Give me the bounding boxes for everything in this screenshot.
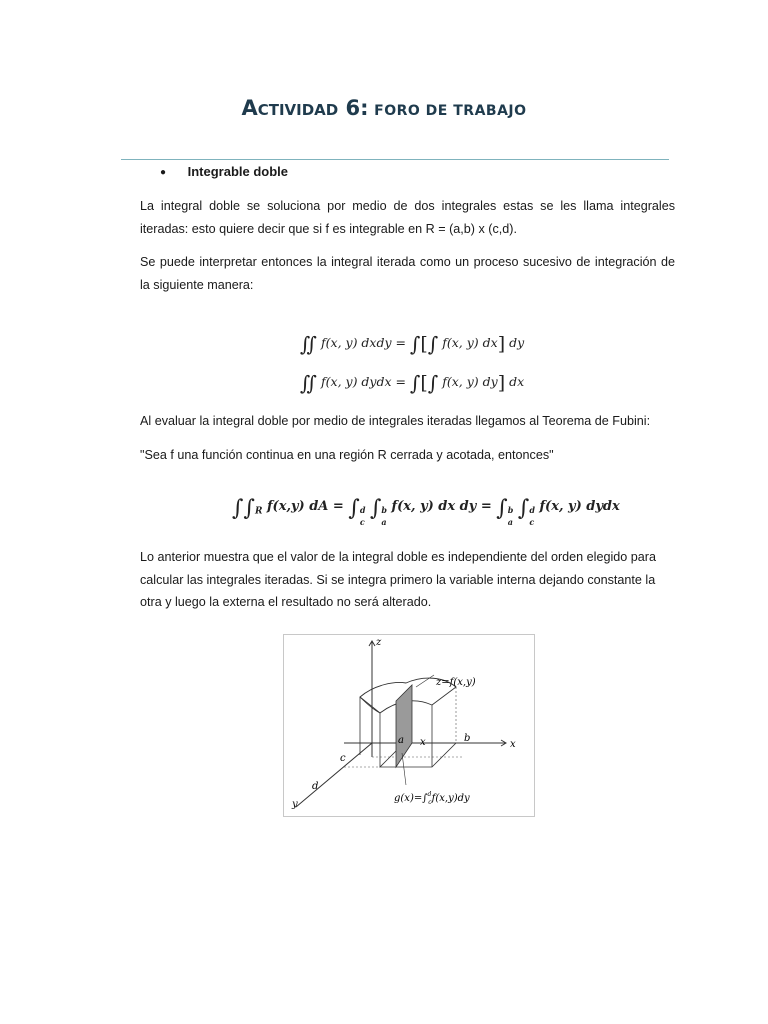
label-d: d — [312, 781, 319, 792]
label-c: c — [340, 753, 346, 764]
title-sub: FORO DE TRABAJO — [374, 103, 527, 119]
eq2-outer: dx — [509, 374, 525, 389]
leader-gx — [402, 753, 406, 785]
limit-lower-c: c — [529, 517, 535, 527]
label-b: b — [464, 733, 471, 744]
fubini-part-3: f(x, y) dydx — [539, 499, 620, 514]
bullet-label: Integrable doble — [187, 164, 289, 179]
label-a: a — [398, 735, 404, 746]
limit-lower-a: a — [381, 517, 387, 527]
title-divider — [121, 159, 669, 160]
bracket-close: ] — [497, 333, 506, 355]
limit-lower-a: a — [507, 517, 513, 527]
eq2-left: f(x, y) dydx = — [321, 374, 406, 389]
fubini-part-2: f(x, y) dx dy = — [391, 499, 492, 514]
label-z: z — [376, 637, 382, 648]
bullet-item — [160, 164, 288, 179]
integral-symbol: ∫ — [427, 332, 439, 356]
eq1-inner: f(x, y) dx — [442, 335, 498, 350]
cross-section-slice — [396, 685, 412, 767]
integral-symbol: ∫ — [517, 496, 530, 521]
integral-symbol: ∫ — [496, 496, 508, 521]
gx-rest: f(x,y)dy — [431, 793, 470, 804]
integral-symbol: ∫ — [409, 371, 421, 395]
paragraph-1: La integral doble se soluciona por medio de dos integrales estas se les llama integrales iteradas: esto quiere decir que si f es integrable en R = (a,b) x (c,d). — [140, 199, 675, 236]
label-xmark: x — [420, 737, 426, 748]
limit-lower-c: c — [359, 517, 365, 527]
eq2-inner: f(x, y) dy — [442, 374, 498, 389]
limit-upper-d: d — [529, 505, 535, 515]
y-axis — [296, 743, 372, 807]
limit-upper-d: d — [359, 505, 366, 515]
paragraph-5: Lo anterior muestra que el valor de la integral doble es independiente del orden elegido para calcular las integrales iteradas. Si se integra primero la variable interna dejando constante la otra y luego la externa el resultado no será alterado. — [140, 550, 656, 609]
label-x: x — [510, 739, 516, 750]
gx-prefix: g(x)=∫ — [394, 793, 428, 804]
leader-surface — [416, 675, 434, 687]
bracket-open: [ — [420, 372, 428, 394]
gx-lim-c: c — [428, 799, 432, 806]
base-region — [380, 743, 456, 767]
limit-upper-b: b — [507, 505, 514, 515]
label-gx — [394, 791, 470, 806]
double-integral-symbol: ∬ — [300, 332, 318, 356]
paragraph-4: "Sea f una función continua en una región R cerrada y acotada, entonces" — [140, 448, 554, 462]
bracket-open: [ — [420, 333, 428, 355]
paragraph-3: Al evaluar la integral doble por medio de integrales iteradas llegamos al Teorema de Fubini: — [140, 414, 651, 428]
iterated-equation-2 — [300, 371, 524, 395]
page-title — [0, 96, 768, 120]
region-subscript: R — [254, 506, 263, 517]
bullet-dot-icon: ● — [160, 167, 167, 178]
bracket-close: ] — [497, 372, 506, 394]
volume-diagram — [284, 635, 534, 816]
paragraph-2: Se puede interpretar entonces la integral iterada como un proceso sucesivo de integración de la siguiente manera: — [140, 255, 675, 292]
integral-symbol: ∫ — [369, 496, 382, 521]
double-integral-symbol: ∫∫ — [232, 496, 255, 521]
eq1-outer: dy — [509, 335, 525, 350]
double-integral-symbol: ∬ — [300, 371, 318, 395]
limit-upper-b: b — [381, 505, 387, 515]
fubini-part-1: f(x,y) dA = — [266, 499, 344, 514]
double-integral-figure — [283, 634, 535, 817]
integral-symbol: ∫ — [427, 371, 439, 395]
fubini-equation — [232, 496, 620, 528]
label-surface: z=f(x,y) — [436, 677, 476, 688]
iterated-equation-1 — [300, 332, 524, 356]
eq1-left: f(x, y) dxdy = — [321, 335, 406, 350]
integral-symbol: ∫ — [348, 496, 360, 521]
label-y: y — [292, 799, 298, 810]
gx-lim-d: d — [427, 791, 432, 798]
title-main: Actividad 6: — [241, 96, 369, 120]
integral-symbol: ∫ — [409, 332, 421, 356]
